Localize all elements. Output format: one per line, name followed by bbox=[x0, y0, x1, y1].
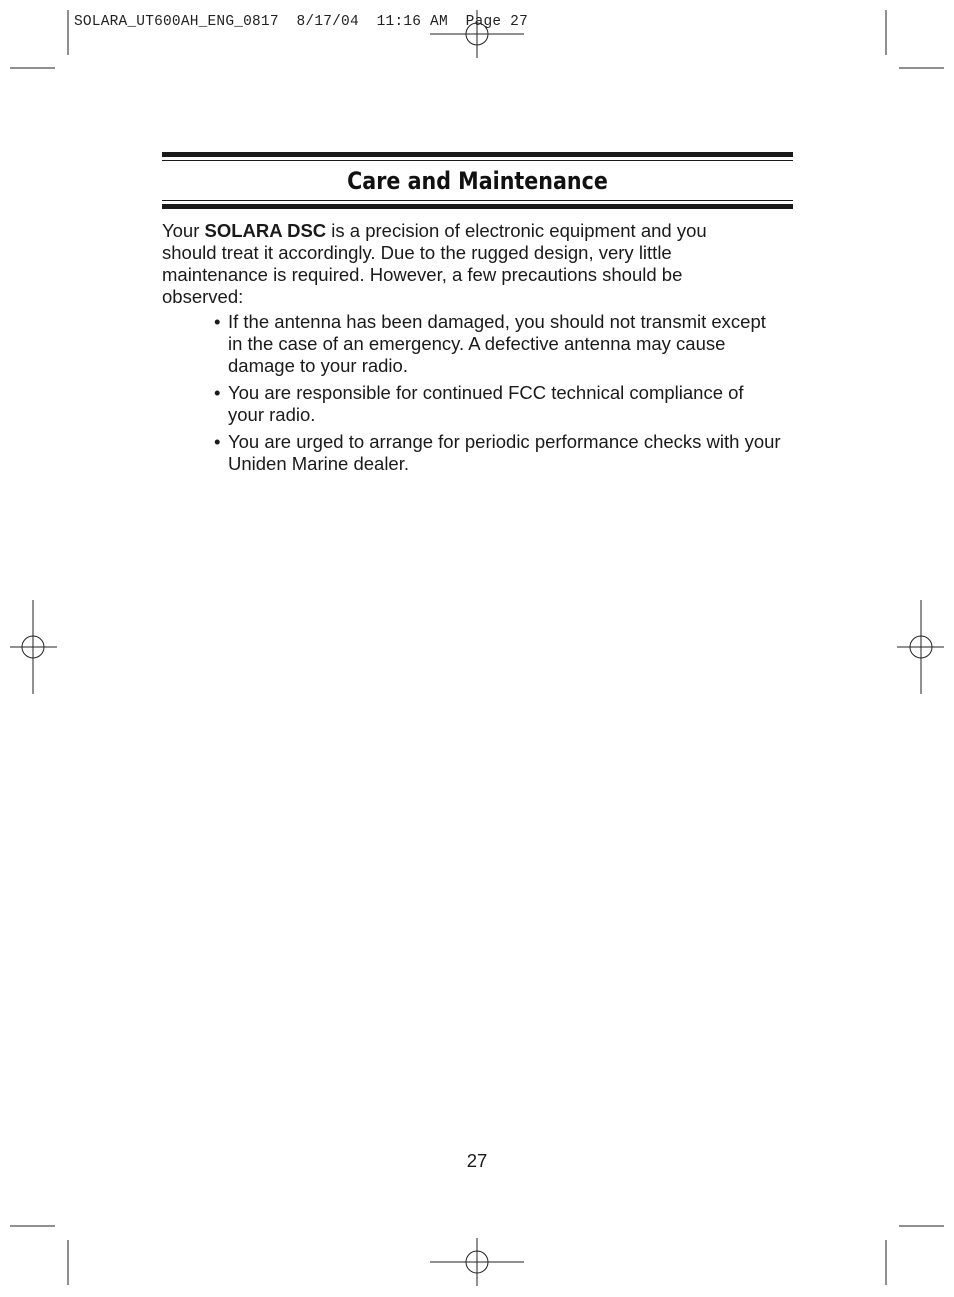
registration-target-left bbox=[10, 600, 57, 694]
list-item-text: If the antenna has been damaged, you should not transmit except in the case of an emergency. A defective antenna may cause damage to your radio. bbox=[228, 311, 766, 376]
product-name: SOLARA DSC bbox=[204, 220, 327, 241]
print-slug-line: SOLARA_UT600AH_ENG_0817 8/17/04 11:16 AM Page 27 bbox=[74, 14, 528, 30]
list-item bbox=[214, 382, 784, 426]
page-number: 27 bbox=[466, 1150, 488, 1171]
list-item bbox=[214, 311, 784, 377]
header-rule-bottom-thick bbox=[162, 204, 793, 209]
list-item bbox=[214, 431, 784, 475]
page-title: Care and Maintenance bbox=[347, 167, 608, 195]
precautions-list bbox=[214, 311, 784, 480]
bullet-icon: • bbox=[214, 382, 221, 403]
bullet-icon: • bbox=[214, 431, 221, 452]
intro-rest: is a precision of electronic equipment and you should treat it accordingly. Due to the rugged design, very little maintenance is required. However, a few precautions should be observed: bbox=[162, 220, 707, 307]
registration-target-top bbox=[430, 10, 524, 58]
intro-paragraph bbox=[162, 220, 762, 308]
list-item-text: You are responsible for continued FCC technical compliance of your radio. bbox=[228, 382, 744, 425]
bullet-icon: • bbox=[214, 311, 221, 332]
header-rule-bottom-thin bbox=[162, 200, 793, 201]
header-rule-top-thick bbox=[162, 152, 793, 157]
section-header bbox=[162, 152, 793, 209]
registration-target-right bbox=[897, 600, 944, 694]
registration-target-bottom bbox=[430, 1238, 524, 1286]
header-rule-top-thin bbox=[162, 160, 793, 161]
list-item-text: You are urged to arrange for periodic performance checks with your Uniden Marine dealer. bbox=[228, 431, 781, 474]
intro-lead: Your bbox=[162, 220, 205, 241]
